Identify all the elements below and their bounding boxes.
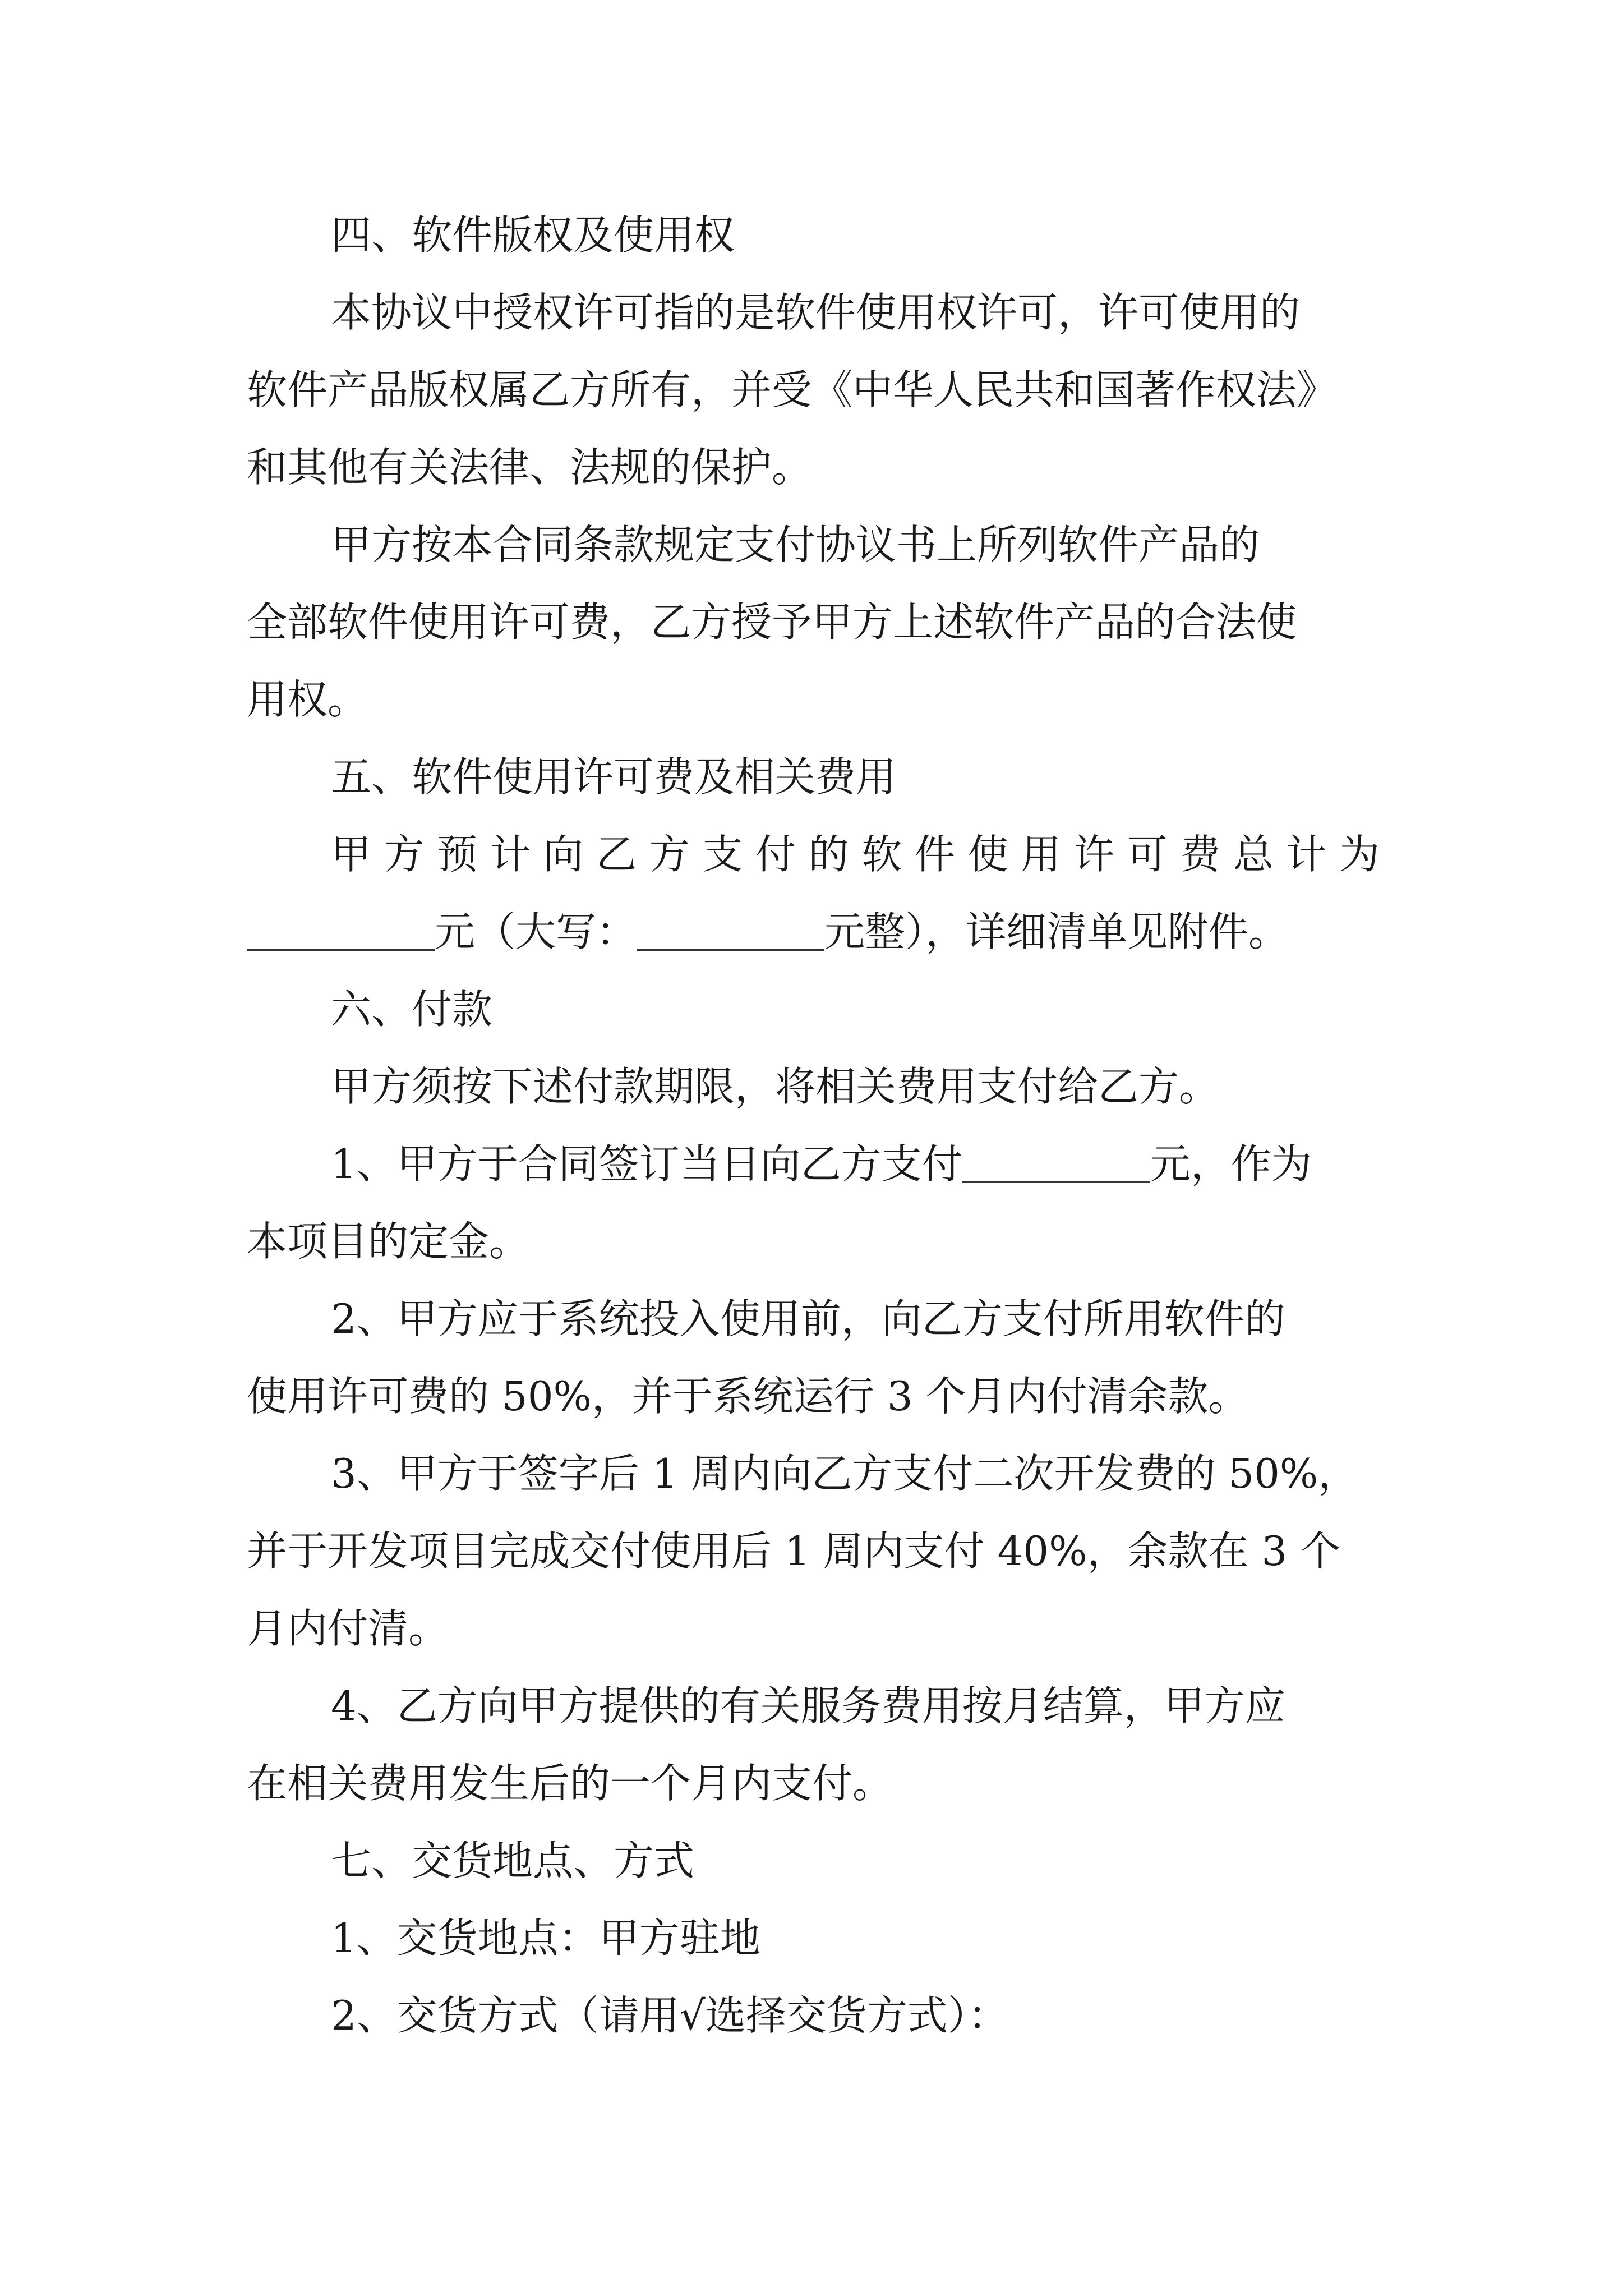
paragraph-line: 3、甲方于签字后 1 周内向乙方支付二次开发费的 50%， [331,1450,1359,1497]
paragraph-line: 本项目的定金。 [247,1218,530,1265]
paragraph-line: 2、交货方式（请用√选择交货方式）： [331,1992,1008,2039]
paragraph-line: 甲方预计向乙方支付的软件使用许可费总计为 [331,831,1380,878]
text-segment: 元（大写： [435,908,637,955]
paragraph-line: 甲方须按下述付款期限，将相关费用支付给乙方。 [331,1063,1220,1110]
section-heading-7: 七、交货地点、方式 [331,1837,695,1884]
deposit-amount-blank[interactable] [962,1141,1150,1183]
text-segment: 元，作为 [1150,1140,1312,1188]
paragraph-line: 2、甲方应于系统投入使用前，向乙方支付所用软件的 [331,1295,1285,1342]
document-page [247,196,1380,2054]
text-segment: 元整），详细清单见附件。 [824,908,1289,955]
paragraph-line: 软件产品版权属乙方所有，并受《中华人民共和国著作权法》 [247,366,1338,413]
paragraph-line-with-blank [247,1125,1380,1203]
paragraph-line: 在相关费用发生后的一个月内支付。 [247,1760,893,1807]
paragraph-line: 和其他有关法律、法规的保护。 [247,444,813,491]
paragraph-line: 1、交货地点：甲方驻地 [331,1915,760,1962]
paragraph-line: 4、乙方向甲方提供的有关服务费用按月结算，甲方应 [331,1682,1285,1729]
amount-blank[interactable] [247,909,435,951]
paragraph-line: 并于开发项目完成交付使用后 1 周内支付 40%，余款在 3 个 [247,1527,1341,1575]
section-heading-5: 五、软件使用许可费及相关费用 [331,753,897,800]
paragraph-line: 月内付清。 [247,1605,449,1652]
text-segment: 1、甲方于合同签订当日向乙方支付 [331,1140,962,1188]
amount-uppercase-blank[interactable] [637,909,824,951]
paragraph-line: 全部软件使用许可费，乙方授予甲方上述软件产品的合法使 [247,599,1297,646]
section-heading-4: 四、软件版权及使用权 [331,211,735,259]
paragraph-line: 甲方按本合同条款规定支付协议书上所列软件产品的 [331,521,1260,568]
paragraph-line: 本协议中授权许可指的是软件使用权许可，许可使用的 [331,289,1301,336]
paragraph-line-with-blanks [247,893,1380,970]
section-heading-6: 六、付款 [331,986,493,1033]
paragraph-line: 用权。 [247,676,368,723]
paragraph-line: 使用许可费的 50%，并于系统运行 3 个月内付清余款。 [247,1373,1249,1420]
